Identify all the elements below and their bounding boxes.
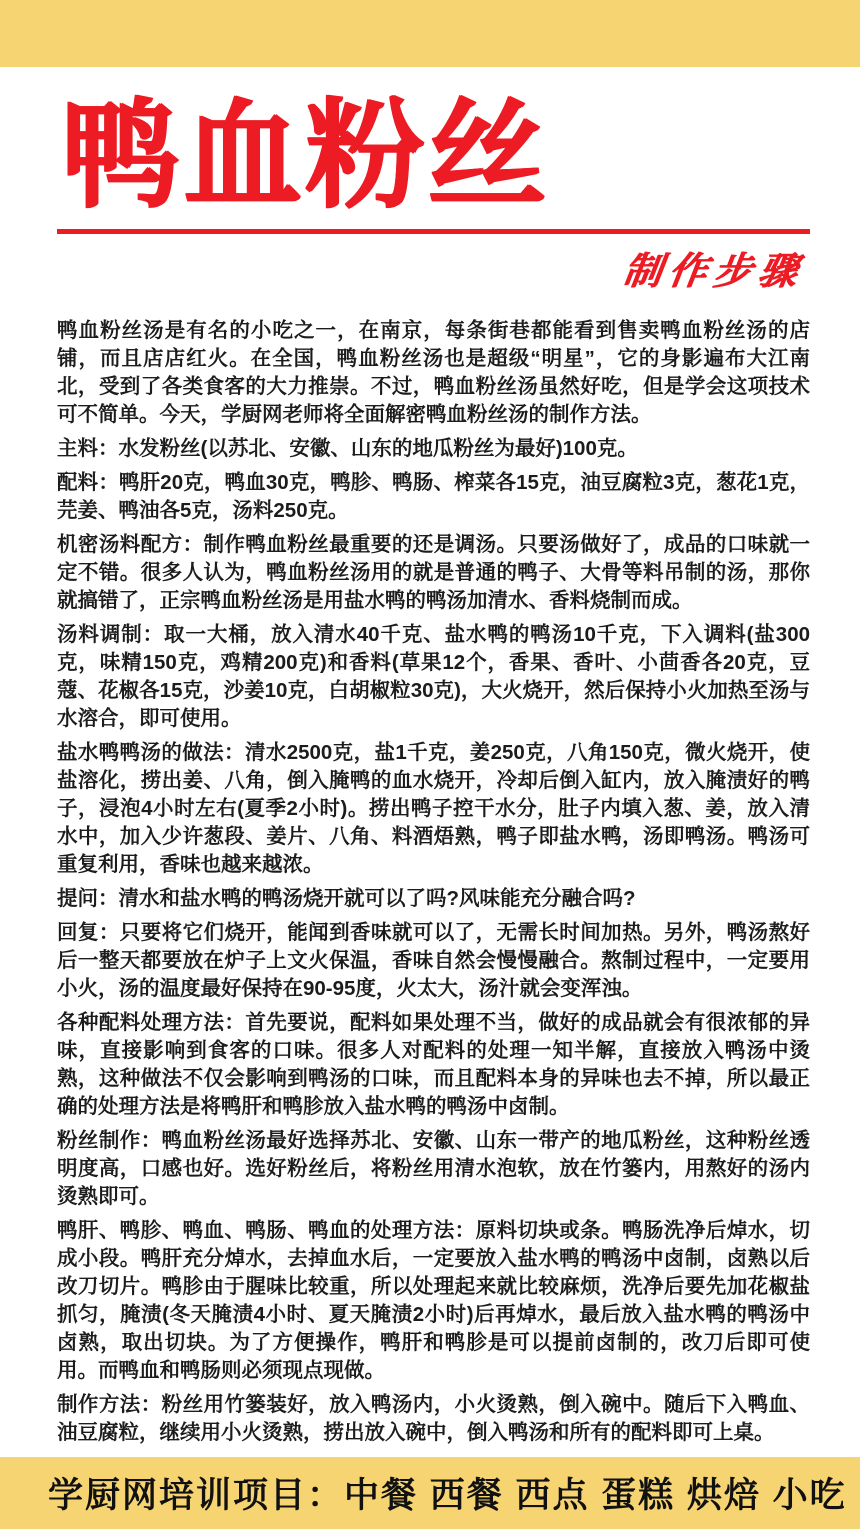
page-subtitle: 制作步骤 [620,251,807,293]
recipe-paragraph-vermicelli-making [57,1127,810,1211]
section-text: 鸭血粉丝汤是有名的小吃之一，在南京，每条街巷都能看到售卖鸭血粉丝汤的店铺，而且店店红火。在全国，鸭血粉丝汤也是超级“明星”，它的身影遍布大江南北，受到了各类食客的大力推崇。不过，鸭血粉丝汤虽然好吃，但是学会这项技术可不简单。今天，学厨网老师将全面解密鸭血粉丝汤的制作方法。 [57,319,810,426]
bottom-yellow-band [0,1457,860,1529]
section-text: 取一大桶，放入清水40千克、盐水鸭的鸭汤10千克，下入调料(盐300克，味精150克，鸡精200克)和香料(草果12个，香果、香叶、小茴香各20克，豆蔻、花椒各15克，沙姜10克，白胡椒粒30克)，大火烧开，然后保持小火加热至汤与水溶合，即可使用。 [57,623,811,730]
subtitle-row [57,240,810,295]
section-label: 机密汤料配方： [57,533,204,556]
recipe-paragraph-salted-duck-soup-method [57,739,810,879]
section-text: 只要将它们烧开，能闻到香味就可以了，无需长时间加热。另外，鸭汤熬好后一整天都要放在炉子上文火保温，香味自然会慢慢融合。熬制过程中，一定要用小火，汤的温度最好保持在90-95度，火太大，汤汁就会变浑浊。 [57,921,811,1000]
recipe-body [57,317,810,1447]
section-label: 提问： [57,887,119,910]
section-text: 原料切块或条。鸭肠洗净后焯水，切成小段。鸭肝充分焯水，去掉血水后，一定要放入盐水鸭的鸭汤中卤制，卤熟以后改刀切片。鸭胗由于腥味比较重，所以处理起来就比较麻烦，洗净后要先加花椒盐抓匀，腌渍(冬天腌渍4小时、夏天腌渍2小时)后再焯水，最后放入盐水鸭的鸭汤中卤熟，取出切块。为了方便操作，鸭肝和鸭胗是可以提前卤制的，改刀后即可使用。而鸭血和鸭肠则必须现点现做。 [57,1219,811,1382]
recipe-paragraph-accessory-ingredients [57,469,810,525]
recipe-paragraph-secret-soup-formula [57,531,810,615]
section-label: 汤料调制： [57,623,165,646]
section-text: 鸭肝20克，鸭血30克，鸭胗、鸭肠、榨菜各15克，油豆腐粒3克，葱花1克，芫姜、鸭油各5克，汤料250克。 [57,471,810,522]
section-label: 鸭肝、鸭胗、鸭血、鸭肠、鸭血的处理方法： [57,1219,476,1242]
recipe-paragraph-offal-handling [57,1217,810,1385]
section-text: 制作鸭血粉丝最重要的还是调汤。只要汤做好了，成品的口味就一定不错。很多人认为，鸭血粉丝汤用的就是普通的鸭子、大骨等料吊制的汤，那你就搞错了，正宗鸭血粉丝汤是用盐水鸭的鸭汤加清水、香料烧制而成。 [57,533,810,612]
recipe-paragraph-final-assembly [57,1391,810,1447]
section-text: 鸭血粉丝汤最好选择苏北、安徽、山东一带产的地瓜粉丝，这种粉丝透明度高，口感也好。选好粉丝后，将粉丝用清水泡软，放在竹篓内，用熬好的汤内烫熟即可。 [57,1129,811,1208]
recipe-paragraph-answer [57,919,810,1003]
top-yellow-band [0,0,860,67]
footer-training-programs: 学厨网培训项目：中餐 西餐 西点 蛋糕 烘焙 小吃 [48,1476,847,1515]
title-divider-line [57,229,810,234]
recipe-paragraph-soup-preparation [57,621,810,733]
section-text: 首先要说，配料如果处理不当，做好的成品就会有很浓郁的异味，直接影响到食客的口味。很多人对配料的处理一知半解，直接放入鸭汤中烫熟，这种做法不仅会影响到鸭汤的口味，而且配料本身的异味也去不掉，所以最正确的处理方法是将鸭肝和鸭胗放入盐水鸭的鸭汤中卤制。 [57,1011,811,1118]
section-label: 配料： [57,471,119,494]
recipe-paragraph-ingredient-handling [57,1009,810,1121]
section-label: 回复： [57,921,120,944]
section-text: 粉丝用竹篓装好，放入鸭汤内，小火烫熟，倒入碗中。随后下入鸭血、油豆腐粒，继续用小火烫熟，捞出放入碗中，倒入鸭汤和所有的配料即可上桌。 [57,1393,811,1444]
recipe-paragraph-intro [57,317,810,429]
section-text: 清水2500克，盐1千克，姜250克，八角150克，微火烧开，使盐溶化，捞出姜、八角，倒入腌鸭的血水烧开，冷却后倒入缸内，放入腌渍好的鸭子，浸泡4小时左右(夏季2小时)。捞出鸭子控干水分，肚子内填入葱、姜，放入清水中，加入少许葱段、姜片、八角、料酒焐熟，鸭子即盐水鸭，汤即鸭汤。鸭汤可重复利用，香味也越来越浓。 [57,741,810,876]
section-label: 各种配料处理方法： [57,1011,246,1034]
section-text: 清水和盐水鸭的鸭汤烧开就可以了吗?风味能充分融合吗? [118,887,636,910]
recipe-paragraph-question [57,885,810,913]
section-text: 水发粉丝(以苏北、安徽、山东的地瓜粉丝为最好)100克。 [118,437,638,460]
section-label: 盐水鸭鸭汤的做法： [57,741,245,764]
content-sheet [0,67,860,1457]
recipe-paragraph-main-ingredients [57,435,810,463]
section-label: 制作方法： [57,1393,162,1416]
section-label: 主料： [57,437,119,460]
page-title: 鸭血粉丝 [61,90,550,222]
section-label: 粉丝制作： [57,1129,162,1152]
